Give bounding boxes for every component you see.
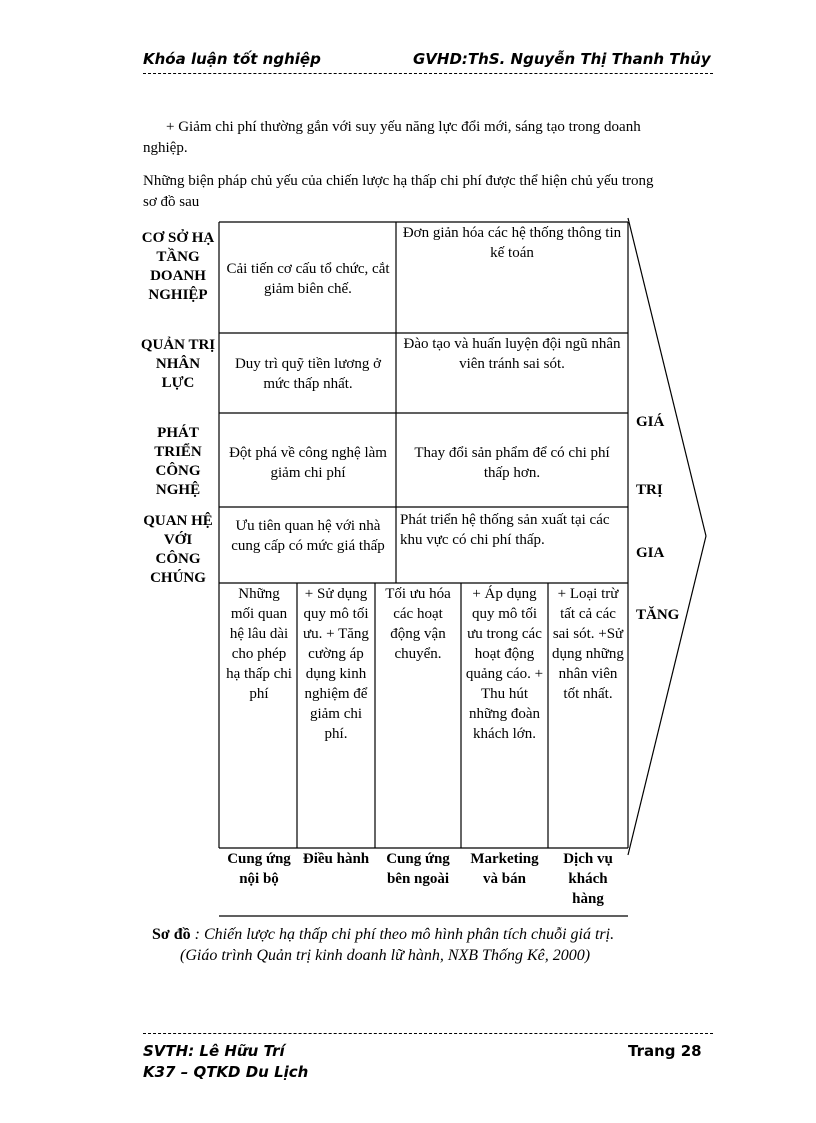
row-label-infrastructure: CƠ SỞ HẠ TẦNG DOANH NGHIỆP [141, 230, 215, 303]
row-label-public-relations: QUAN HỆ VỚI CÔNG CHÚNG [143, 513, 213, 586]
footer-class: K37 – QTKD Du Lịch [143, 1063, 309, 1081]
value-word-2: TRỊ [636, 482, 663, 498]
caption-text: : Chiến lược hạ thấp chi phí theo mô hình phân tích chuỗi giá trị. [190, 926, 615, 943]
caption-source: (Giáo trình Quản trị kinh doanh lữ hành, NXB Thống Kê, 2000) [180, 947, 591, 964]
column-text-marketing: + Áp dụng quy mô tối ưu trong các hoạt động quảng cáo. + Thu hút những đoàn khách lớn. [465, 586, 544, 742]
column-label-service: Dịch vụ khách hàng [563, 851, 613, 907]
caption-prefix: Sơ đồ [152, 926, 191, 943]
cell-hr-left: Duy trì quỹ tiền lương ở mức thấp nhất. [234, 356, 382, 392]
paragraph-2-line-1: Những biện pháp chủ yếu của chiến lược hạ thấp chi phí được thể hiện chủ yếu trong [143, 173, 654, 189]
column-label-marketing: Marketing và bán [470, 851, 539, 887]
cell-public-relations-left: Ưu tiên quan hệ với nhà cung cấp có mức giá thấp [231, 518, 385, 554]
cell-public-relations-right: Phát triển hệ thống sản xuất tại các khu vực có chi phí thấp. [400, 512, 610, 548]
value-word-4: TĂNG [636, 607, 680, 623]
row-label-technology: PHÁT TRIỂN CÔNG NGHỆ [154, 425, 202, 498]
cell-technology-left: Đột phá về công nghệ làm giảm chi phí [229, 445, 387, 481]
cell-infrastructure-left: Cải tiến cơ cấu tổ chức, cắt giảm biên chế. [226, 261, 390, 297]
row-label-hr: QUẢN TRỊ NHÂN LỰC [140, 337, 216, 391]
paragraph-1-line-1: + Giảm chi phí thường gắn với suy yếu năng lực đổi mới, sáng tạo trong doanh [166, 119, 641, 135]
cell-hr-right: Đào tạo và huấn luyện đội ngũ nhân viên tránh sai sót. [403, 336, 621, 372]
paragraph-2-line-2: sơ đồ sau [143, 194, 200, 210]
margin-arrow-lower [628, 536, 706, 855]
column-label-inbound: Cung ứng nội bộ [227, 851, 291, 887]
value-word-3: GIA [636, 545, 665, 561]
cell-infrastructure-right: Đơn giản hóa các hệ thống thông tin kế toán [402, 225, 622, 261]
diagram-caption [152, 926, 614, 944]
column-text-inbound: Những mối quan hệ lâu dài cho phép hạ thấp chi phí [226, 586, 292, 702]
header-left: Khóa luận tốt nghiệp [143, 50, 321, 68]
column-text-operations: + Sử dụng quy mô tối ưu. + Tăng cường áp dụng kinh nghiệm để giảm chi phí. [303, 586, 369, 742]
cell-technology-right: Thay đổi sản phẩm để có chi phí thấp hơn. [414, 445, 610, 481]
column-text-outbound: Tối ưu hóa các hoạt động vận chuyển. [385, 586, 451, 662]
column-label-operations: Điều hành [302, 851, 370, 867]
column-text-service: + Loại trừ tất cả các sai sót. +Sử dụng những nhân viên tốt nhất. [552, 586, 624, 702]
footer-author: SVTH: Lê Hữu Trí [143, 1042, 285, 1060]
value-word-1: GIÁ [636, 414, 665, 430]
paragraph-1-line-2: nghiệp. [143, 140, 188, 156]
column-label-outbound: Cung ứng bên ngoài [386, 851, 450, 887]
footer-page-number: Trang 28 [628, 1042, 702, 1060]
footer-divider [143, 1033, 713, 1034]
header-right: GVHD:ThS. Nguyễn Thị Thanh Thủy [413, 50, 711, 68]
